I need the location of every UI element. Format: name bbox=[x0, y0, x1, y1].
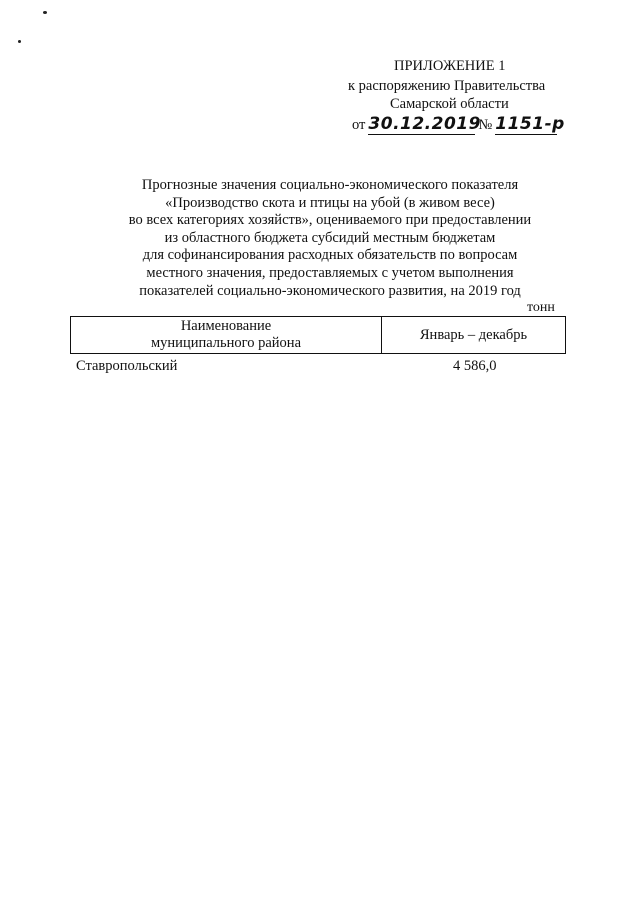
number-prefix: № bbox=[478, 117, 493, 133]
title-line: Прогнозные значения социально-экономического показателя bbox=[141, 177, 519, 193]
column-header-period: Январь – декабрь bbox=[382, 317, 566, 354]
appendix-title: ПРИЛОЖЕНИЕ 1 bbox=[394, 58, 506, 74]
date-prefix: от bbox=[352, 117, 366, 133]
column-header-district-line-2: муниципального района bbox=[151, 335, 301, 351]
scan-speck bbox=[43, 11, 47, 14]
column-header-district bbox=[71, 317, 382, 354]
title-line: из областного бюджета субсидий местным бюджетам bbox=[164, 229, 496, 246]
document-title bbox=[70, 177, 590, 300]
approval-date-number-line bbox=[352, 114, 565, 135]
column-header-district-line-1: Наименование bbox=[180, 318, 272, 334]
title-line: «Производство скота и птицы на убой (в живом весе) bbox=[165, 194, 495, 211]
approval-region-line: Самарской области bbox=[390, 96, 509, 112]
title-line: показателей социально-экономического развития, на 2019 год bbox=[139, 282, 521, 299]
table-row-district-name: Ставропольский bbox=[76, 358, 178, 374]
handwritten-date: 30.12.2019 bbox=[368, 114, 481, 134]
handwritten-number: 1151-р bbox=[495, 114, 565, 134]
title-line: во всех категориях хозяйств», оцениваемого при предоставлении bbox=[128, 212, 532, 229]
unit-label: тонн bbox=[527, 300, 555, 315]
title-line: местного значения, предоставляемых с учетом выполнения bbox=[146, 264, 514, 281]
indicator-table bbox=[70, 316, 566, 354]
table-row-value: 4 586,0 bbox=[453, 358, 497, 374]
table-header-row bbox=[71, 317, 566, 354]
title-line: для софинансирования расходных обязательств по вопросам bbox=[142, 247, 518, 264]
approval-decree-line: к распоряжению Правительства bbox=[348, 78, 546, 94]
scan-speck bbox=[18, 40, 21, 43]
